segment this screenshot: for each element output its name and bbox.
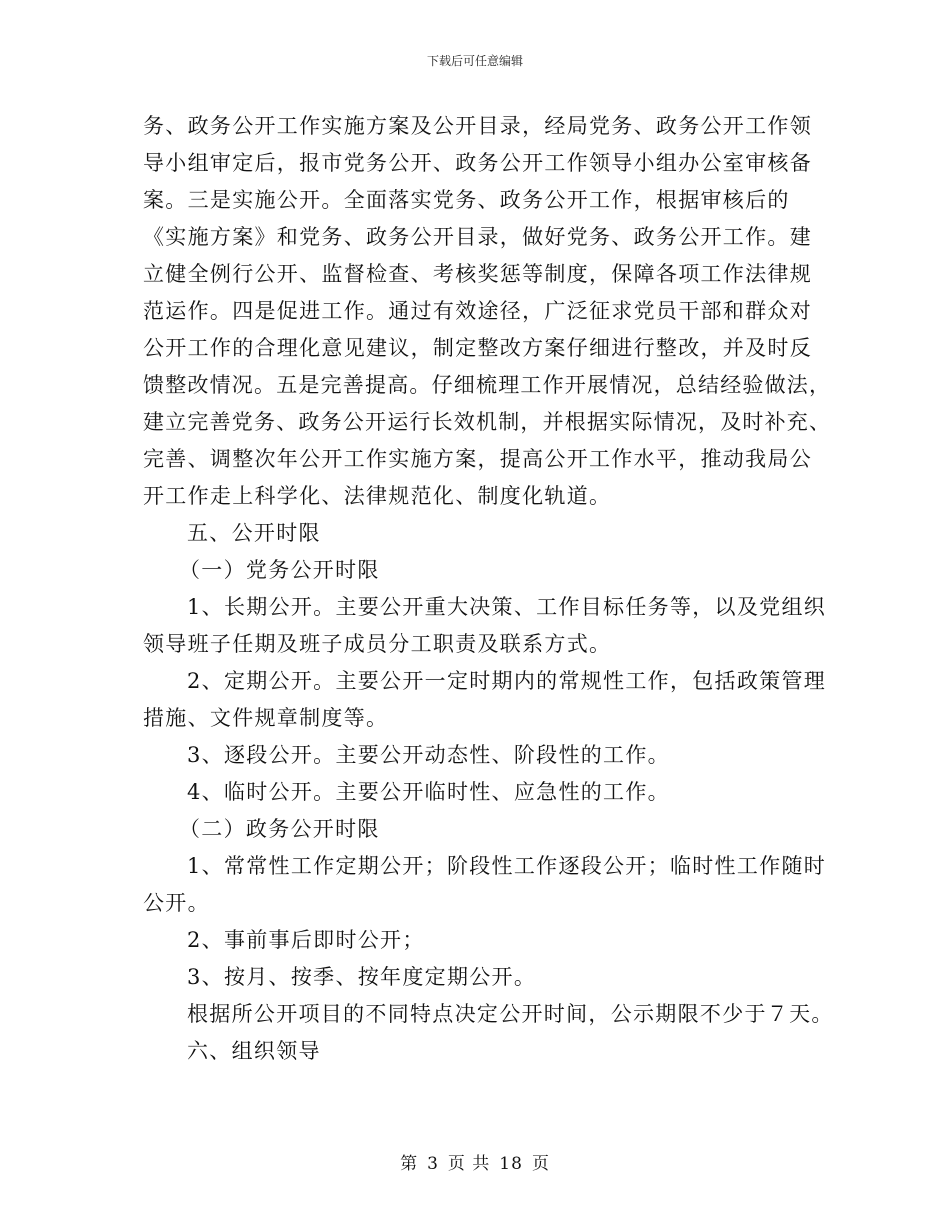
body-line: 根据所公开项目的不同特点决定公开时间，公示期限不少于７天。 xyxy=(187,1002,834,1026)
footer-prefix: 第 xyxy=(400,1154,419,1174)
body-line: 建立完善党务、政务公开运行长效机制，并根据实际情况，及时补充、 xyxy=(143,410,832,434)
body-line: 务、政务公开工作实施方案及公开目录，经局党务、政务公开工作领 xyxy=(143,114,812,138)
subsection-heading: （二）政务公开时限 xyxy=(179,817,380,841)
section-heading: 六、组织领导 xyxy=(187,1039,321,1063)
body-line: 公开工作的合理化意见建议，制定整改方案仔细进行整改，并及时反 xyxy=(143,336,812,360)
body-line: 领导班子任期及班子成员分工职责及联系方式。 xyxy=(143,632,612,656)
body-line: 开工作走上科学化、法律规范化、制度化轨道。 xyxy=(143,484,612,508)
body-line: 措施、文件规章制度等。 xyxy=(143,706,389,730)
body-line: 馈整改情况。五是完善提高。仔细梳理工作开展情况，总结经验做法， xyxy=(143,373,832,397)
footer-suffix: 页 xyxy=(531,1154,550,1174)
body-line: 立健全例行公开、监督检查、考核奖惩等制度，保障各项工作法律规 xyxy=(143,262,812,286)
body-line: 导小组审定后，报市党务公开、政务公开工作领导小组办公室审核备 xyxy=(143,151,812,175)
page-footer xyxy=(0,1152,950,1176)
page-header-note: 下载后可任意编辑 xyxy=(426,54,523,68)
body-line: 3、按月、按季、按年度定期公开。 xyxy=(187,965,537,989)
body-line: 2、事前事后即时公开； xyxy=(187,928,425,952)
section-heading: 五、公开时限 xyxy=(187,521,321,545)
body-line: 公开。 xyxy=(143,891,210,915)
footer-total-pages: 18 xyxy=(499,1154,523,1174)
body-line: 《实施方案》和党务、政务公开目录，做好党务、政务公开工作。建 xyxy=(143,225,812,249)
subsection-heading: （一）党务公开时限 xyxy=(179,558,380,582)
body-line: 范运作。四是促进工作。通过有效途径，广泛征求党员干部和群众对 xyxy=(143,299,812,323)
body-line: 完善、调整次年公开工作实施方案，提高公开工作水平，推动我局公 xyxy=(143,447,812,471)
document-body xyxy=(143,108,834,1070)
body-line: 1、长期公开。主要公开重大决策、工作目标任务等，以及党组织 xyxy=(187,595,827,619)
body-line: 1、常常性工作定期公开；阶段性工作逐段公开；临时性工作随时 xyxy=(187,854,827,878)
body-line: 案。三是实施公开。全面落实党务、政务公开工作，根据审核后的 xyxy=(143,188,790,212)
body-line: 2、定期公开。主要公开一定时期内的常规性工作，包括政策管理 xyxy=(187,669,827,693)
footer-page-number: 3 xyxy=(427,1154,439,1174)
body-line: 4、临时公开。主要公开临时性、应急性的工作。 xyxy=(187,780,670,804)
footer-mid: 页 共 xyxy=(447,1154,491,1174)
body-line: 3、逐段公开。主要公开动态性、阶段性的工作。 xyxy=(187,743,670,767)
